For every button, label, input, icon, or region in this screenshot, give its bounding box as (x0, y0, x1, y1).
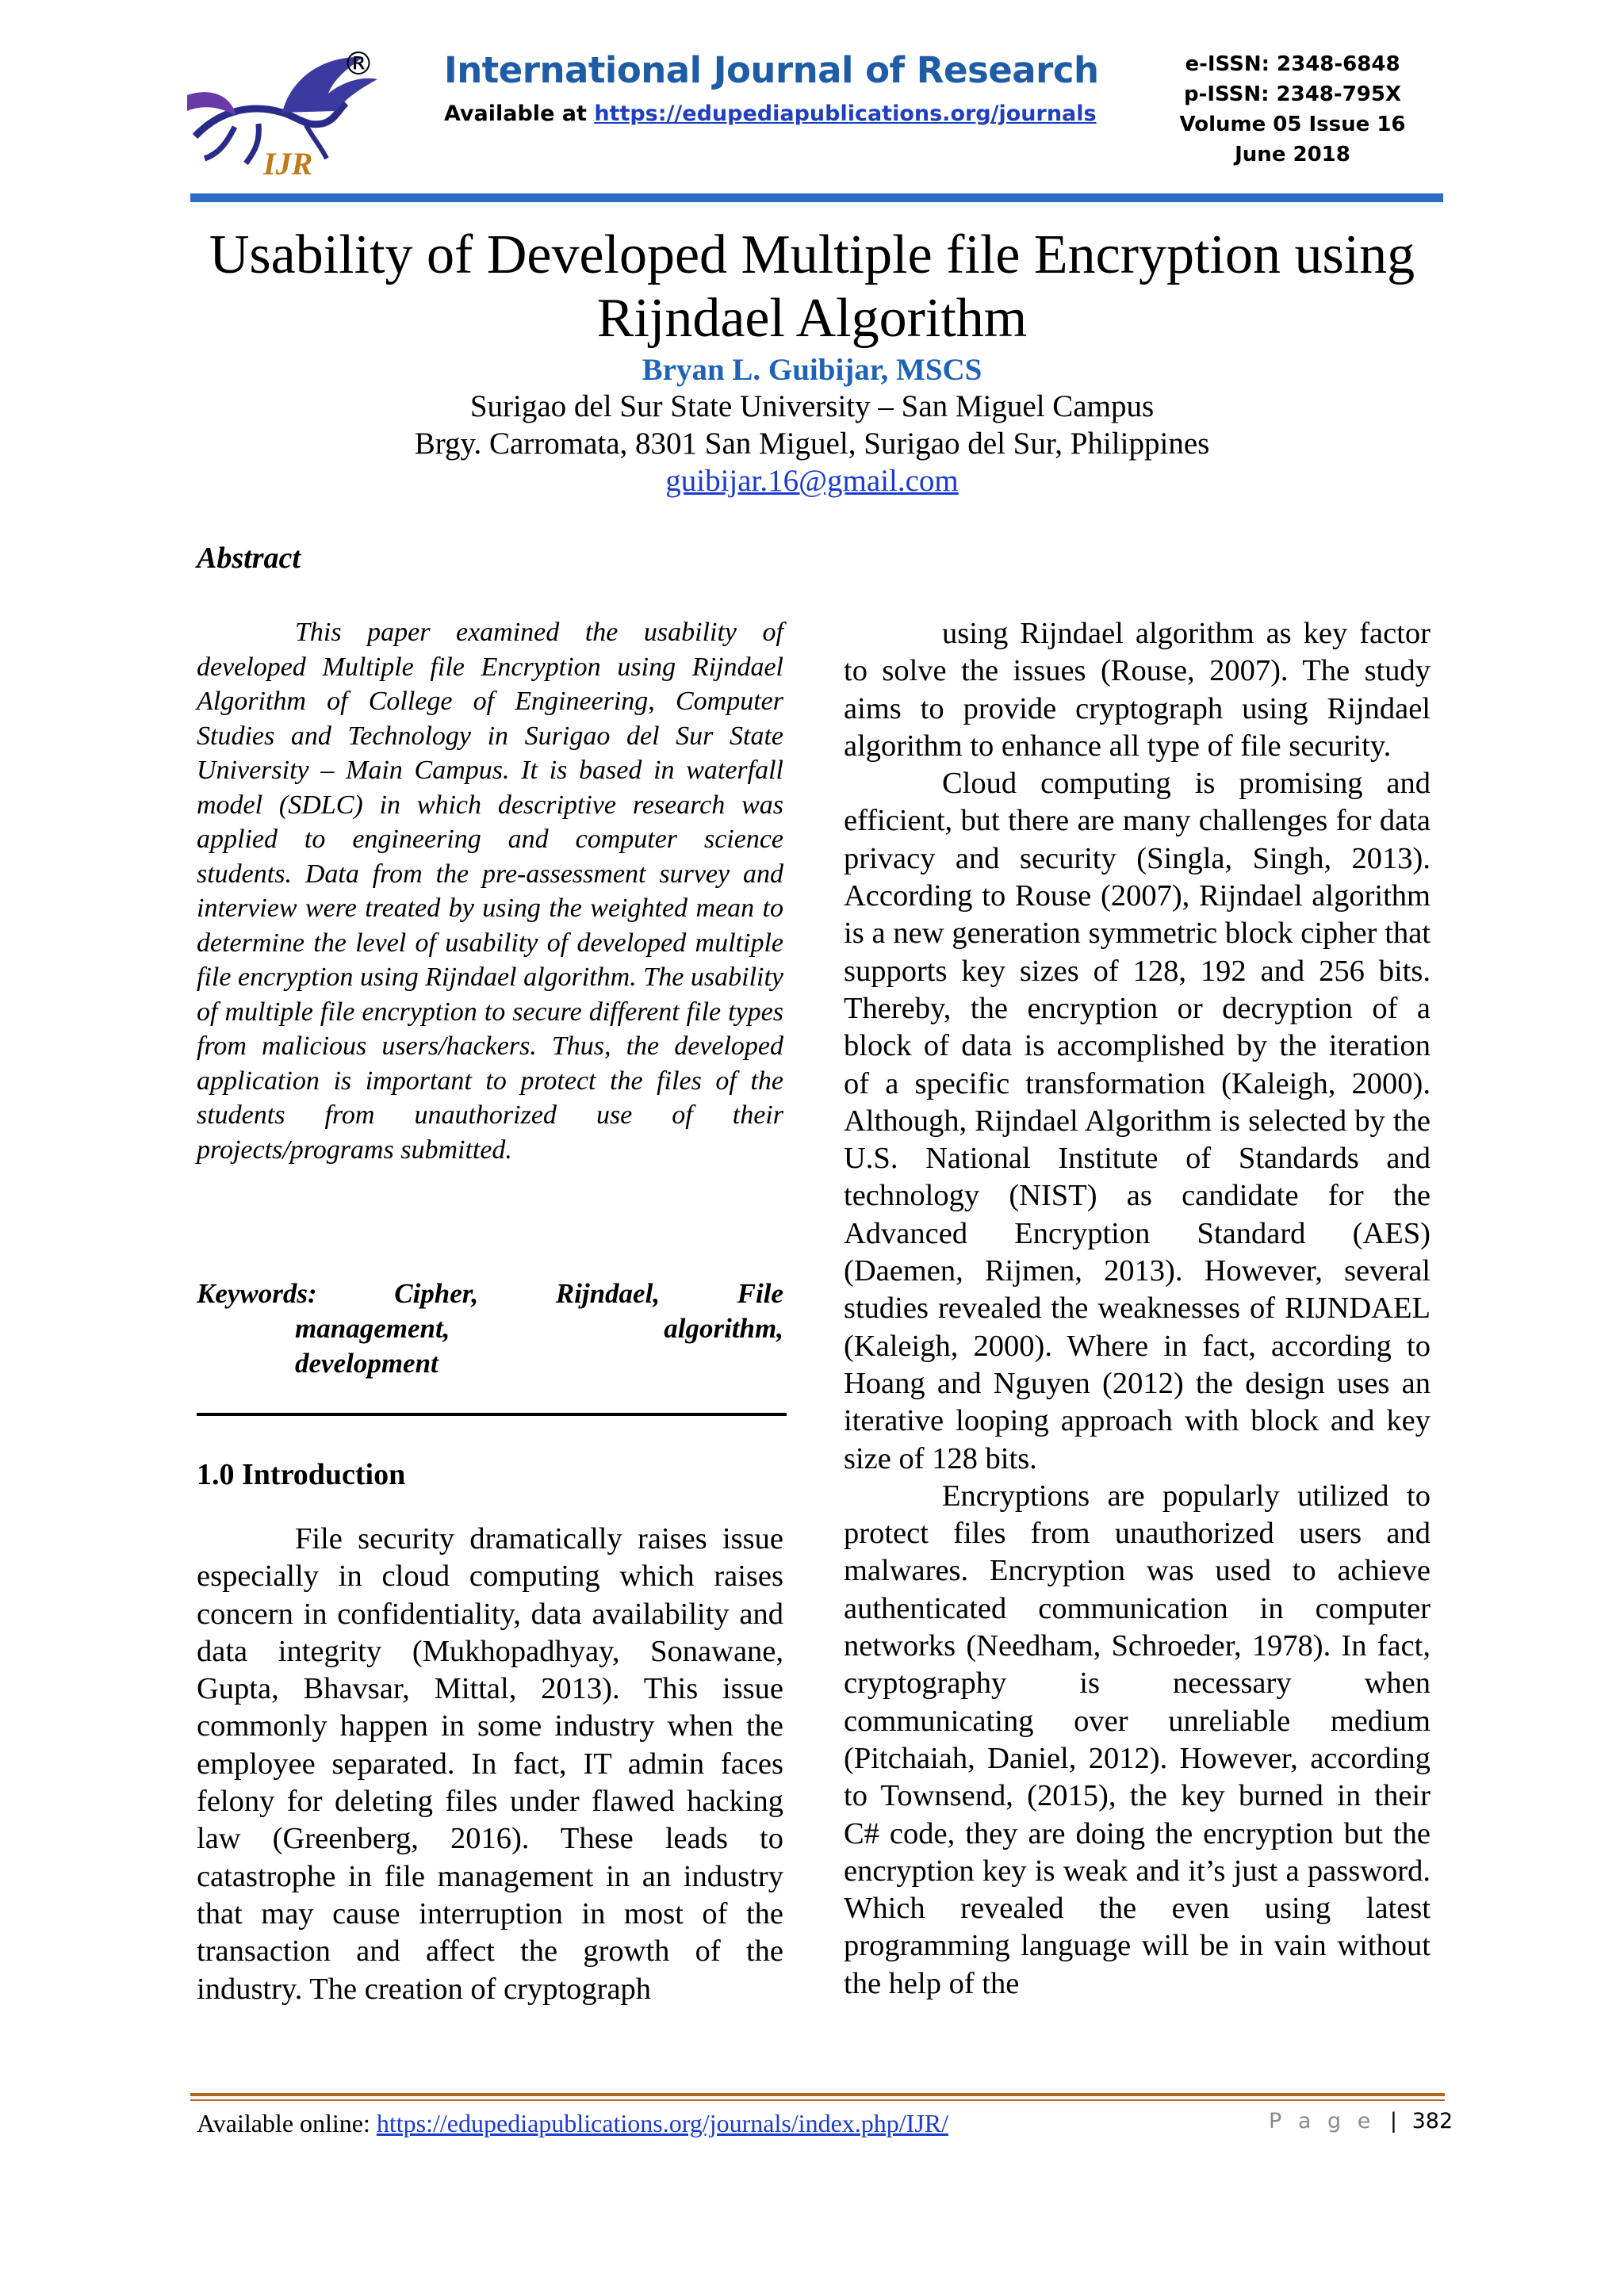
journal-availability (444, 101, 1097, 126)
right-column-body (844, 615, 1431, 2003)
keywords-line-1 (197, 1276, 783, 1311)
p-issn: p-ISSN: 2348-795X (1183, 82, 1402, 106)
logo-text: IJR (263, 146, 313, 181)
keywords-label: Keywords: (197, 1278, 317, 1309)
footer-availability (197, 2109, 948, 2138)
abstract-body (197, 615, 783, 1167)
keyword: File (737, 1278, 783, 1309)
keyword: management, (295, 1313, 450, 1344)
abstract-heading: Abstract (197, 541, 301, 575)
introduction-paragraph: File security dramatically raises issue especially in cloud computing which raises concern in confidentiality, data availability and data integrity (Mukhopadhyay, Sonawane, Gupta, Bhavsar, Mittal, 2013). This issue commonly happen in some industry when the employee separated. In fact, IT admin faces felony for deleting files under flawed hacking law (Greenberg, 2016). These leads to catastrophe in file management in an industry that may cause interruption in most of the transaction and affect the growth of the industry. The creation of cryptograph (197, 1522, 783, 2006)
page-label: P a g e (1269, 2109, 1376, 2133)
footer-divider-thin (190, 2099, 1445, 2101)
footer-available-label: Available online: (197, 2109, 377, 2137)
keyword: Rijndael, (555, 1278, 661, 1309)
abstract-paragraph: This paper examined the usability of developed Multiple file Encryption using Rijndael Algorithm of College of Engineering, Computer Studies and Technology in Surigao del Sur State University – Main Campus. It is based in waterfall model (SDLC) in which descriptive research was applied to engineering and computer science students. Data from the pre-assessment survey and interview were treated by using the weighted mean to determine the level of usability of developed multiple file encryption using Rijndael algorithm. The usability of multiple file encryption to secure different file types from malicious users/hackers. Thus, the developed application is important to protect the files of the students from unauthorized use of their projects/programs submitted. (197, 618, 783, 1165)
footer-url-link[interactable]: https://edupediapublications.org/journals/index.php/IJR/ (376, 2109, 948, 2137)
footer-page (1269, 2109, 1475, 2133)
e-issn: e-ISSN: 2348-6848 (1185, 52, 1400, 76)
keywords-line-3 (197, 1346, 783, 1381)
author-name: Bryan L. Guibijar, MSCS (642, 353, 982, 387)
issn-block (1158, 49, 1427, 170)
page-separator: | (1389, 2109, 1398, 2133)
keyword: development (295, 1348, 439, 1379)
journal-url-link[interactable]: https://edupediapublications.org/journals (594, 101, 1097, 126)
footer-divider-thick (190, 2093, 1445, 2096)
affiliation-line-1: Surigao del Sur State University – San Miguel Campus (469, 389, 1155, 423)
paper-title (159, 224, 1465, 350)
page-number: 382 (1411, 2109, 1454, 2133)
author-email-row (159, 463, 1465, 499)
registered-mark: ® (343, 48, 374, 82)
volume-issue: Volume 05 Issue 16 (1179, 113, 1406, 136)
right-paragraph-3: Encryptions are popularly utilized to protect files from unauthorized users and malwares. Encryption was used to achieve authenticated communication in computer networks (Needham, Schroeder, 1978). In fact, cryptography is necessary when communicating over unreliable medium (Pitchaiah, Daniel, 2012). However, according to Townsend, (2015), the key burned in their C# code, they are doing the encryption but the encryption key is weak and it’s just a password. Which revealed the even using latest programming language will be in vain without the help of the (844, 1479, 1431, 2000)
publication-date: June 2018 (1235, 143, 1350, 166)
keyword: algorithm, (664, 1313, 783, 1344)
right-paragraph-1: using Rijndael algorithm as key factor to solve the issues (Rouse, 2007). The study aims to provide cryptograph using Rijndael algorithm to enhance all type of file security. (844, 617, 1431, 763)
introduction-body (197, 1521, 783, 2008)
keywords-block (197, 1276, 783, 1381)
keywords-line-2 (197, 1311, 783, 1346)
introduction-heading: 1.0 Introduction (197, 1458, 406, 1491)
journal-logo (187, 48, 392, 181)
pegasus-logo-icon (187, 48, 392, 181)
keywords-divider (197, 1413, 787, 1416)
keyword: Cipher, (394, 1278, 479, 1309)
right-paragraph-2: Cloud computing is promising and efficient, but there are many challenges for data privacy and security (Singla, Singh, 2013). According to Rouse (2007), Rijndael algorithm is a new generation symmetric block cipher that supports key sizes of 128, 192 and 256 bits. Thereby, the encryption or decryption of a block of data is accomplished by the iteration of a specific transformation (Kaleigh, 2000). Although, Rijndael Algorithm is selected by the U.S. National Institute of Standards and technology (NIST) as candidate for the Advanced Encryption Standard (AES) (Daemen, Rijmen, 2013). However, several studies revealed the weaknesses of RIJNDAEL (Kaleigh, 2000). Where in fact, according to Hoang and Nguyen (2012) the design uses an iterative looping approach with block and key size of 128 bits. (844, 767, 1431, 1475)
paper-title-line-2: Rijndael Algorithm (596, 288, 1028, 349)
available-prefix: Available at (444, 101, 595, 126)
journal-title: International Journal of Research (444, 49, 1099, 91)
affiliation-line-2: Brgy. Carromata, 8301 San Miguel, Surigao del Sur, Philippines (414, 427, 1210, 461)
paper-title-line-1: Usability of Developed Multiple file Encryption using (209, 224, 1415, 285)
author-email-link[interactable]: guibijar.16@gmail.com (665, 464, 959, 498)
header-divider (190, 193, 1443, 202)
